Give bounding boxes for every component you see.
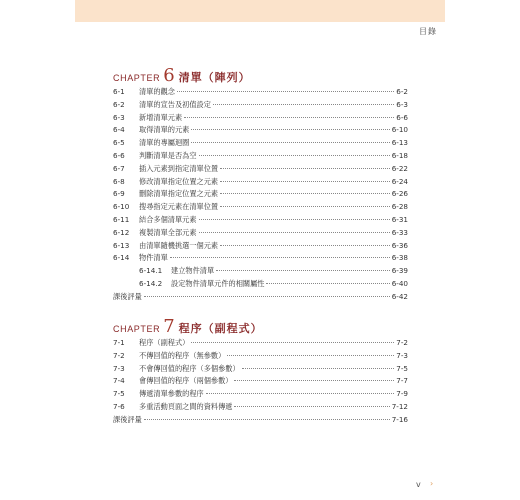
toc-entry-title: 判斷清單是否為空 <box>139 150 197 160</box>
toc-entry-title: 課後評量 <box>113 291 142 301</box>
toc-entry-number: 7-6 <box>113 401 125 411</box>
toc-entry[interactable] <box>113 124 408 137</box>
toc-entry[interactable] <box>113 176 408 189</box>
toc-entry-title: 設定物件清單元件的相關屬性 <box>171 278 265 288</box>
toc-entry[interactable] <box>113 163 408 176</box>
toc-entry-title: 不傳回值的程序（無參數） <box>139 350 226 360</box>
toc-entry[interactable] <box>113 227 408 240</box>
top-color-band <box>75 0 445 22</box>
toc-entry-title: 傳遞清單參數的程序 <box>139 389 204 399</box>
toc-entry-page: 7-16 <box>391 414 408 424</box>
toc-entry-page: 6-26 <box>391 189 408 199</box>
toc-entry-title: 多重活動頁面之間的資料傳遞 <box>139 401 233 411</box>
toc-entry-number: 6-3 <box>113 112 125 122</box>
toc-entry[interactable] <box>113 99 408 112</box>
toc-entry-page: 6-33 <box>391 227 408 237</box>
toc-entry[interactable] <box>113 265 408 278</box>
dot-leader <box>220 193 390 194</box>
toc-entry[interactable] <box>113 86 408 99</box>
toc-entry-title: 會傳回值的程序（兩個參數） <box>139 376 233 386</box>
dot-leader <box>199 232 390 233</box>
toc-entry-page: 6-31 <box>391 214 408 224</box>
toc-entry-title: 建立物件清單 <box>171 266 215 276</box>
toc-entry[interactable] <box>113 414 408 427</box>
toc-entry-number: 6-1 <box>113 87 125 96</box>
chapter-number: 7 <box>163 316 175 337</box>
chapter-7-heading <box>113 318 263 336</box>
dot-leader <box>220 206 390 207</box>
dot-leader <box>170 257 390 258</box>
toc-entry-title: 清單的宣告及初值設定 <box>139 99 211 109</box>
dot-leader <box>191 129 389 130</box>
toc-entry-page: 6-6 <box>396 112 408 122</box>
toc-entry[interactable] <box>113 337 408 350</box>
toc-entry-page: 6-22 <box>391 163 408 173</box>
toc-chapter-7 <box>113 337 408 427</box>
toc-entry-page: 6-39 <box>391 266 408 276</box>
dot-leader <box>199 219 390 220</box>
toc-entry-page: 7-7 <box>396 376 408 386</box>
toc-entry-number: 6-14.2 <box>139 278 163 288</box>
toc-entry[interactable] <box>113 291 408 304</box>
toc-entry-title: 課後評量 <box>113 414 142 424</box>
toc-entry-title: 清單的專屬迴圈 <box>139 138 190 148</box>
toc-entry-number: 7-2 <box>113 350 125 360</box>
toc-entry[interactable] <box>113 401 408 414</box>
toc-entry-title: 結合多個清單元素 <box>139 214 197 224</box>
toc-entry-title: 修改清單指定位置之元素 <box>139 176 219 186</box>
toc-entry-page: 6-36 <box>391 240 408 250</box>
toc-entry-page: 6-13 <box>391 138 408 148</box>
dot-leader <box>191 142 389 143</box>
toc-entry-page: 6-10 <box>391 125 408 135</box>
toc-chapter-6 <box>113 86 408 304</box>
chapter-number: 6 <box>163 65 175 86</box>
toc-entry-title: 物件清單 <box>139 253 168 263</box>
toc-entry[interactable] <box>113 388 408 401</box>
page-number: v <box>416 480 421 489</box>
chapter-title: 清單（陣列） <box>178 71 251 84</box>
toc-entry-number: 6-2 <box>113 99 125 109</box>
toc-entry-page: 7-5 <box>396 363 408 373</box>
toc-entry-number: 6-13 <box>113 240 130 250</box>
toc-entry[interactable] <box>113 150 408 163</box>
dot-leader <box>216 270 390 271</box>
toc-entry[interactable] <box>113 137 408 150</box>
toc-entry-page: 6-42 <box>391 291 408 301</box>
dot-leader <box>177 91 394 92</box>
toc-entry-page: 7-3 <box>396 350 408 360</box>
toc-entry-number: 6-5 <box>113 138 125 148</box>
toc-entry-number: 6-12 <box>113 227 130 237</box>
toc-entry-title: 搜尋指定元素在清單位置 <box>139 202 219 212</box>
toc-entry[interactable] <box>113 278 408 291</box>
running-header: 目錄 <box>419 27 437 36</box>
toc-entry-number: 6-6 <box>113 150 125 160</box>
toc-entry-number: 6-10 <box>113 202 130 212</box>
toc-entry-title: 刪除清單指定位置之元素 <box>139 189 219 199</box>
toc-entry[interactable] <box>113 350 408 363</box>
toc-entry-number: 6-4 <box>113 125 125 135</box>
dot-leader <box>206 393 395 394</box>
toc-entry-page: 6-2 <box>396 87 408 96</box>
toc-entry-number: 7-3 <box>113 363 125 373</box>
chapter-title: 程序（副程式） <box>178 322 263 335</box>
dot-leader <box>220 245 390 246</box>
chapter-6-heading <box>113 67 251 85</box>
dot-leader <box>213 104 394 105</box>
toc-entry[interactable] <box>113 214 408 227</box>
dot-leader <box>184 117 394 118</box>
toc-entry-number: 7-1 <box>113 338 125 347</box>
toc-entry[interactable] <box>113 363 408 376</box>
toc-entry-title: 清單的觀念 <box>139 87 175 96</box>
chapter-word: CHAPTER <box>113 324 161 334</box>
toc-entry-title: 取得清單的元素 <box>139 125 190 135</box>
toc-entry-page: 7-9 <box>396 389 408 399</box>
toc-entry-number: 7-5 <box>113 389 125 399</box>
toc-entry-title: 複製清單全部元素 <box>139 227 197 237</box>
toc-entry-number: 6-9 <box>113 189 125 199</box>
toc-entry[interactable] <box>113 375 408 388</box>
toc-entry-number: 6-7 <box>113 163 125 173</box>
toc-entry-page: 6-3 <box>396 99 408 109</box>
dot-leader <box>266 283 389 284</box>
toc-entry-title: 由清單隨機挑選一個元素 <box>139 240 219 250</box>
toc-entry-number: 7-4 <box>113 376 125 386</box>
toc-entry-page: 6-18 <box>391 150 408 160</box>
toc-entry[interactable] <box>113 252 408 265</box>
toc-entry-page: 7-12 <box>391 401 408 411</box>
dot-leader <box>191 342 394 343</box>
toc-entry-title: 新增清單元素 <box>139 112 183 122</box>
chapter-word: CHAPTER <box>113 73 161 83</box>
dot-leader <box>234 406 389 407</box>
dot-leader <box>227 355 394 356</box>
toc-entry-page: 7-2 <box>396 338 408 347</box>
toc-entry[interactable] <box>113 112 408 125</box>
dot-leader <box>199 155 390 156</box>
toc-entry[interactable] <box>113 188 408 201</box>
toc-entry[interactable] <box>113 201 408 214</box>
toc-entry-title: 插入元素到指定清單位置 <box>139 163 219 173</box>
dot-leader <box>242 368 395 369</box>
toc-entry-title: 不會傳回值的程序（多個參數） <box>139 363 240 373</box>
toc-entry-page: 6-24 <box>391 176 408 186</box>
toc-entry-number: 6-14 <box>113 253 130 263</box>
dot-leader <box>144 296 390 297</box>
toc-entry-page: 6-38 <box>391 253 408 263</box>
dot-leader <box>220 168 390 169</box>
toc-entry-page: 6-40 <box>391 278 408 288</box>
next-arrow-icon: › <box>430 479 434 488</box>
dot-leader <box>144 419 390 420</box>
dot-leader <box>220 181 390 182</box>
dot-leader <box>234 380 394 381</box>
toc-entry-page: 6-28 <box>391 202 408 212</box>
toc-entry[interactable] <box>113 240 408 253</box>
toc-entry-number: 6-8 <box>113 176 125 186</box>
toc-entry-number: 6-14.1 <box>139 266 163 276</box>
toc-entry-title: 程序（副程式） <box>139 338 190 347</box>
toc-entry-number: 6-11 <box>113 214 130 224</box>
